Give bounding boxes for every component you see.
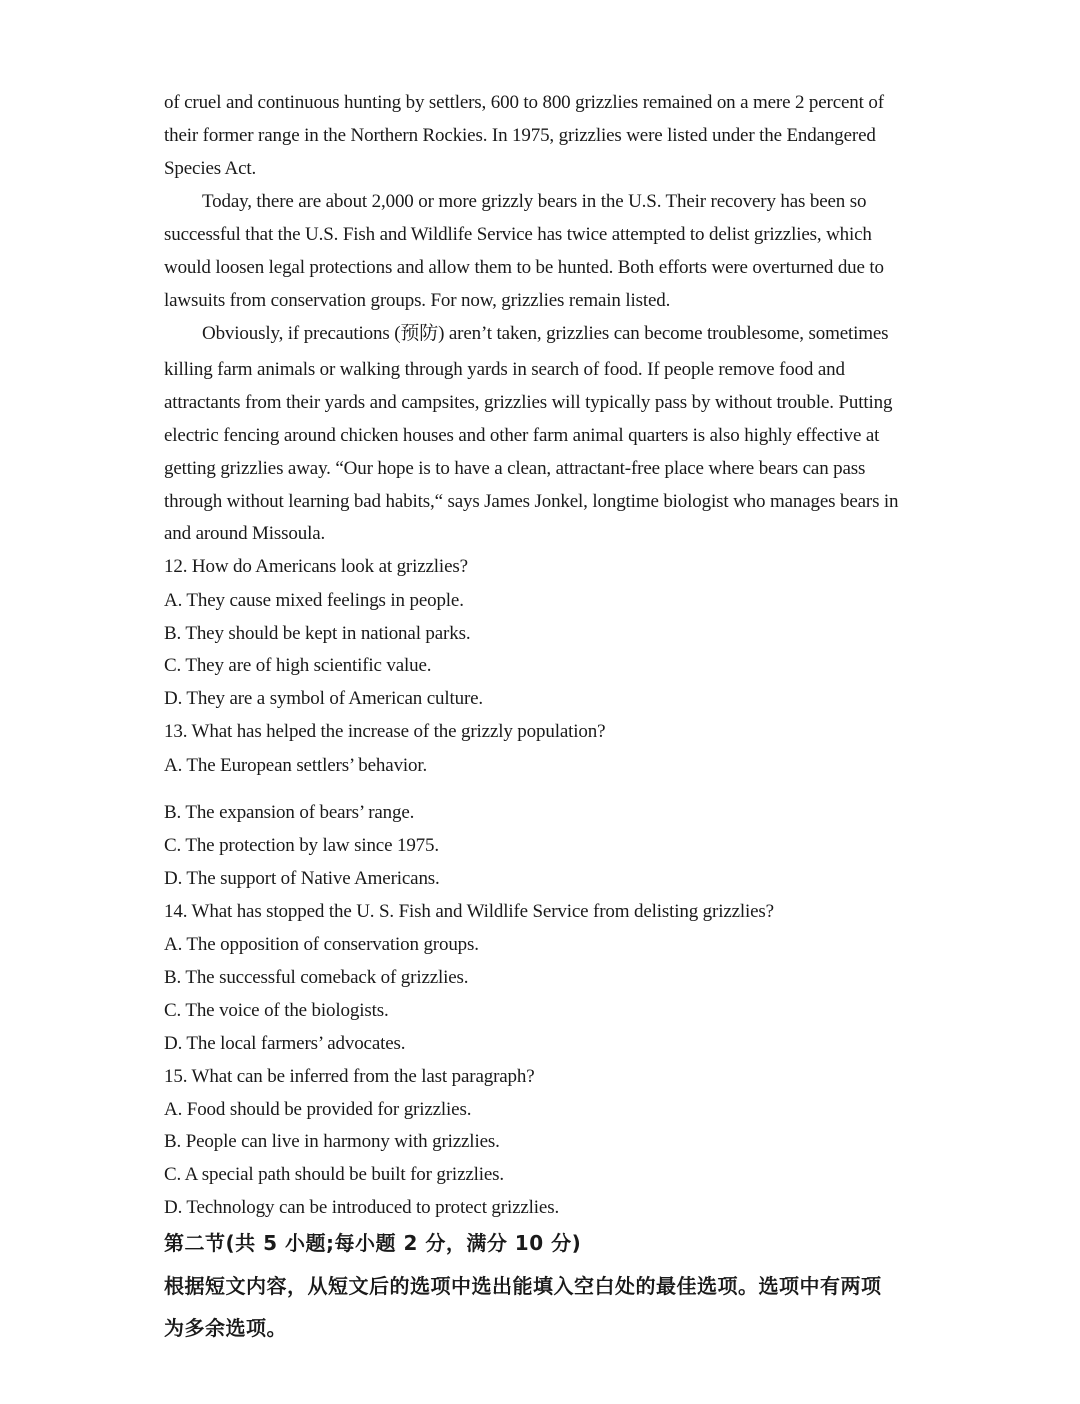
passage-line: Today, there are about 2,000 or more grizzly bears in the U.S. Their recovery has been so (202, 191, 867, 212)
answer-option: A. The opposition of conservation groups. (164, 934, 479, 955)
section-instruction: 为多余选项。 (164, 1316, 287, 1340)
answer-option: D. Technology can be introduced to protect grizzlies. (164, 1197, 560, 1218)
answer-option: D. They are a symbol of American culture. (164, 688, 484, 709)
passage-line: their former range in the Northern Rockies. In 1975, grizzlies were listed under the Endangered (164, 125, 876, 146)
answer-option: A. They cause mixed feelings in people. (164, 590, 464, 611)
answer-option: B. The successful comeback of grizzlies. (164, 967, 469, 988)
question-stem: 13. What has helped the increase of the grizzly population? (164, 721, 606, 742)
passage-line: electric fencing around chicken houses and other farm animal quarters is also highly effective at (164, 425, 880, 446)
passage-line: attractants from their yards and campsites, grizzlies will typically pass by without trouble. Putting (164, 392, 893, 413)
passage-line: through without learning bad habits,“ says James Jonkel, longtime biologist who manages bears in (164, 491, 899, 512)
answer-option: B. People can live in harmony with grizzlies. (164, 1131, 500, 1152)
passage-line: Obviously, if precautions (预防) aren’t taken, grizzlies can become troublesome, sometimes (202, 323, 889, 344)
passage-line: and around Missoula. (164, 523, 326, 544)
passage-line: killing farm animals or walking through yards in search of food. If people remove food and (164, 359, 845, 380)
answer-option: D. The local farmers’ advocates. (164, 1033, 406, 1054)
passage-line: would loosen legal protections and allow them to be hunted. Both efforts were overturned due to (164, 257, 884, 278)
passage-line: successful that the U.S. Fish and Wildlife Service has twice attempted to delist grizzlies, which (164, 224, 872, 245)
passage-line: Species Act. (164, 158, 257, 179)
passage-line: lawsuits from conservation groups. For now, grizzlies remain listed. (164, 290, 671, 311)
passage-line: getting grizzlies away. “Our hope is to have a clean, attractant-free place where bears can pass (164, 458, 866, 479)
answer-option: B. They should be kept in national parks. (164, 623, 471, 644)
question-stem: 14. What has stopped the U. S. Fish and Wildlife Service from delisting grizzlies? (164, 901, 774, 922)
answer-option: D. The support of Native Americans. (164, 868, 440, 889)
answer-option: A. The European settlers’ behavior. (164, 755, 428, 776)
answer-option: A. Food should be provided for grizzlies. (164, 1099, 472, 1120)
section-heading: 第二节(共 5 小题;每小题 2 分，满分 10 分) (164, 1231, 582, 1255)
answer-option: C. They are of high scientific value. (164, 655, 432, 676)
passage-line: of cruel and continuous hunting by settlers, 600 to 800 grizzlies remained on a mere 2 percent of (164, 92, 884, 113)
question-stem: 15. What can be inferred from the last paragraph? (164, 1066, 535, 1087)
answer-option: C. The protection by law since 1975. (164, 835, 439, 856)
answer-option: C. The voice of the biologists. (164, 1000, 389, 1021)
answer-option: C. A special path should be built for grizzlies. (164, 1164, 505, 1185)
answer-option: B. The expansion of bears’ range. (164, 802, 415, 823)
section-instruction: 根据短文内容，从短文后的选项中选出能填入空白处的最佳选项。选项中有两项 (164, 1274, 882, 1298)
question-stem: 12. How do Americans look at grizzlies? (164, 556, 468, 577)
